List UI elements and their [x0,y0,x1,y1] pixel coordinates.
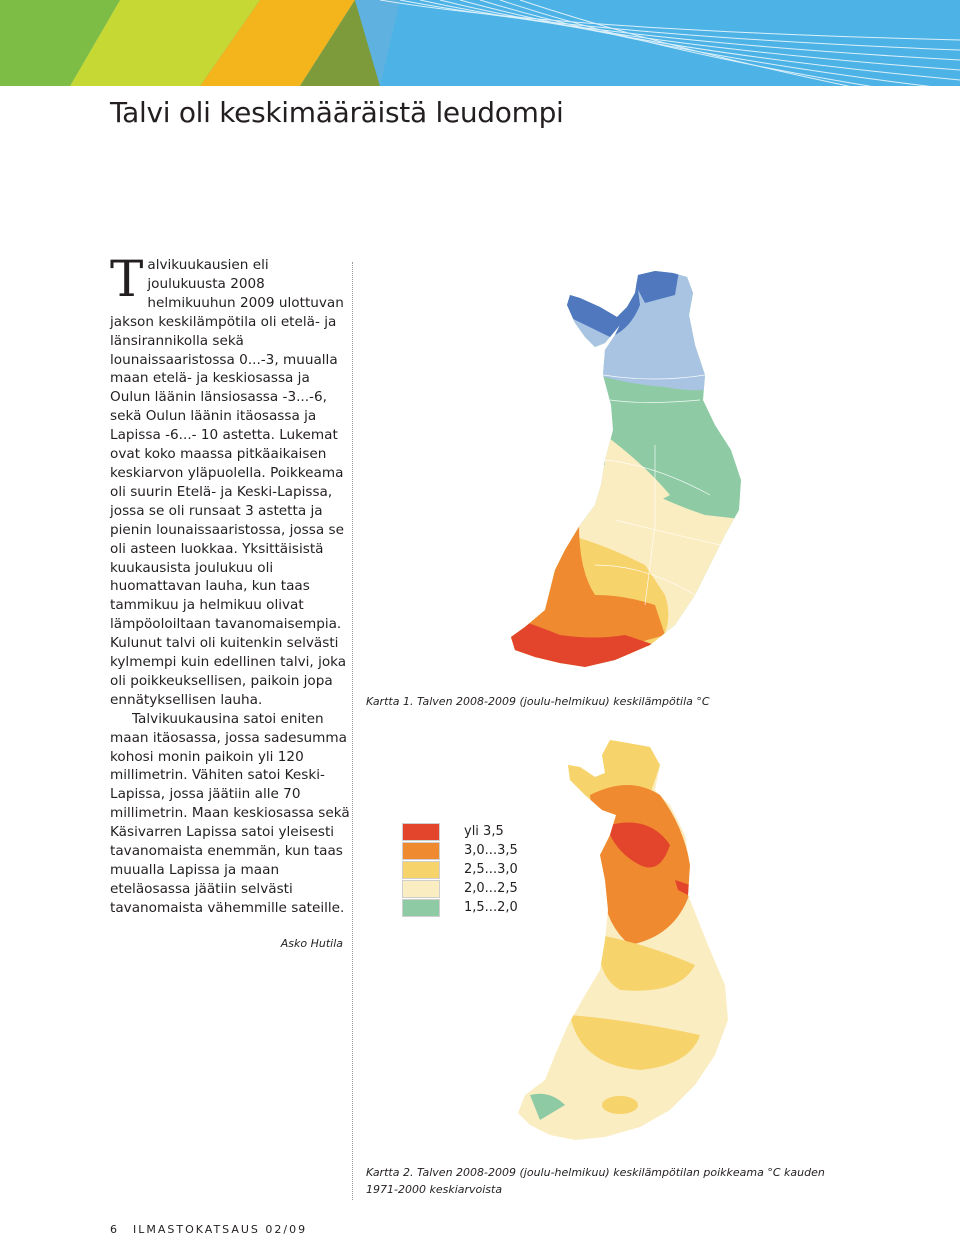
map-1-finland-temperature [505,265,750,680]
legend-label: yli 3,5 [464,824,504,839]
legend-swatch [402,861,440,879]
page-number: 6 [110,1223,117,1236]
legend-swatch [402,823,440,841]
header-graphic [0,0,960,86]
map-2-finland-anomaly [510,735,750,1150]
map-2-caption: Kartta 2. Talven 2008-2009 (joulu-helmikuu) keskilämpötilan poikkeama °C kauden 1971-2000 keskiarvoista [366,1166,825,1196]
page-footer [110,1223,307,1236]
paragraph-2: Talvikuukausina satoi eniten maan itäosassa, jossa sadesumma kohosi monin paikoin yli 120 millimetrin. Vähiten satoi Keski-Lapissa, jossa jäätiin alle 70 millimetrin. Maan keskiosassa sekä Käsivarren Lapissa satoi yleisesti tavanomaista enemmän, kun taas muualla Lapissa ja maan eteläosassa jäätiin selvästi tavanomaista vähemmille sateille. [110,710,350,916]
drop-cap: T [110,250,144,308]
author-name: Asko Hutila [280,937,343,950]
article-body [110,250,350,918]
column-divider [352,262,353,1200]
legend-label: 2,0...2,5 [464,881,518,896]
map-1-caption: Kartta 1. Talven 2008-2009 (joulu-helmikuu) keskilämpötila °C [366,695,710,708]
publication-name: ILMASTOKATSAUS 02/09 [133,1223,308,1236]
legend-swatch [402,842,440,860]
legend-label: 2,5...3,0 [464,862,518,877]
paragraph-1-text: alvikuukausien eli joulukuusta 2008 helmikuuhun 2009 ulottuvan jakson keskilämpötila oli etelä- ja länsirannikolla sekä lounaissaaristossa 0...-3, muualla maan etelä- ja keskiosassa ja Oulun läänin länsiosassa -3...-6, sekä Oulun läänin itäosassa ja Lapissa -6...- 10 astetta. Lukemat ovat koko maassa pitkäaikaisen keskiarvon yläpuolella. Poikkeama oli suurin Etelä- ja Keski-Lapissa, jossa se oli runsaat 3 astetta ja pienin lounaissaaristossa, jossa se oli asteen luokkaa. Yksittäisistä kuukausista joulukuu oli huomattavan lauha, kun taas tammikuu ja helmikuu olivat lämpöoloiltaan tavanomaisempia. Kulunut talvi oli kuitenkin selvästi kylmempi kuin edellinen talvi, joka oli poikkeuksellisen, paikoin jopa ennätyksellisen lauha. [110,257,347,708]
header-banner [0,0,960,86]
paragraph-1 [110,250,350,710]
legend-swatch [402,899,440,917]
legend-label: 1,5...2,0 [464,900,518,915]
page-title: Talvi oli keskimääräistä leudompi [110,96,564,129]
legend-label: 3,0...3,5 [464,843,518,858]
legend-swatch [402,880,440,898]
